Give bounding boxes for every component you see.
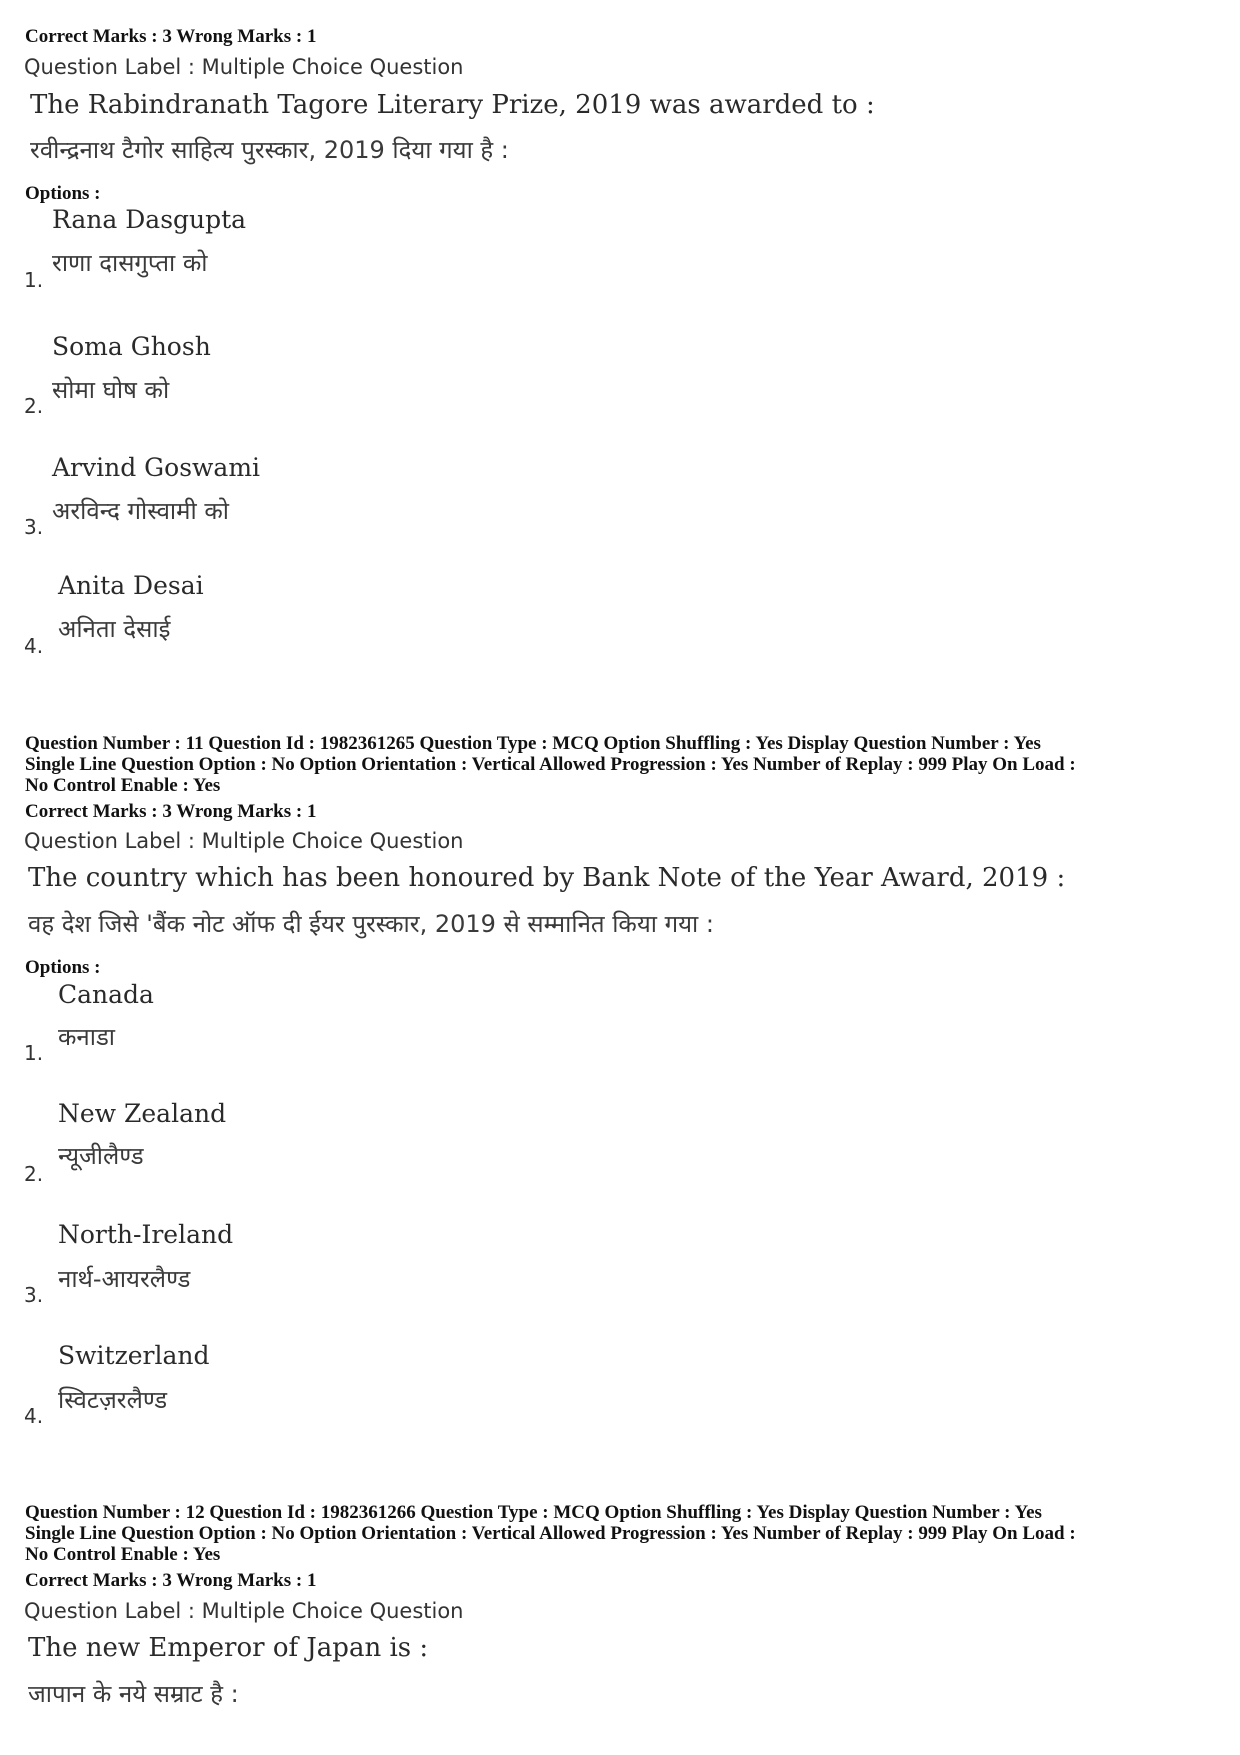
q10-option-1-hi[interactable]: राणा दासगुप्ता को: [52, 249, 208, 277]
q10-option-2-hi[interactable]: सोमा घोष को: [52, 376, 170, 404]
q11-meta-line-1: Question Number : 11 Question Id : 1982361265 Question Type : MCQ Option Shuffling : Yes Display Question Number : Yes: [25, 733, 1041, 754]
q11-option-2-number: 2.: [24, 1162, 44, 1186]
q11-meta-line-3: No Control Enable : Yes: [25, 775, 221, 796]
q11-question-en: The country which has been honoured by Bank Note of the Year Award, 2019 :: [28, 863, 1066, 893]
q11-option-1-en[interactable]: Canada: [58, 980, 154, 1009]
q10-question-hi: रवीन्द्रनाथ टैगोर साहित्य पुरस्कार, 2019 दिया गया है :: [30, 136, 509, 164]
q11-option-3-en[interactable]: North-Ireland: [58, 1220, 234, 1249]
q12-label: Question Label : Multiple Choice Question: [24, 1599, 464, 1623]
q11-question-hi: वह देश जिसे 'बैंक नोट ऑफ दी ईयर पुरस्कार, 2019 से सम्मानित किया गया :: [28, 910, 714, 938]
q11-marks: Correct Marks : 3 Wrong Marks : 1: [25, 801, 317, 822]
q11-option-3-number: 3.: [24, 1283, 44, 1307]
q11-option-2-hi[interactable]: न्यूजीलैण्ड: [58, 1142, 144, 1170]
q11-option-1-hi[interactable]: कनाडा: [58, 1023, 116, 1051]
q10-marks: Correct Marks : 3 Wrong Marks : 1: [25, 26, 317, 47]
q12-meta-line-2: Single Line Question Option : No Option Orientation : Vertical Allowed Progression : Yes Number of Replay : 999 Play On Load :: [25, 1523, 1076, 1544]
q10-option-4-number: 4.: [24, 634, 44, 658]
q12-meta-line-3: No Control Enable : Yes: [25, 1544, 221, 1565]
q11-option-1-number: 1.: [24, 1041, 44, 1065]
q10-option-4-hi[interactable]: अनिता देसाई: [58, 615, 171, 643]
q10-option-3-number: 3.: [24, 515, 44, 539]
q12-question-en: The new Emperor of Japan is :: [28, 1633, 429, 1663]
q12-meta-line-1: Question Number : 12 Question Id : 1982361266 Question Type : MCQ Option Shuffling : Yes Display Question Number : Yes: [25, 1502, 1042, 1523]
q11-options-heading: Options :: [25, 957, 101, 978]
q11-option-2-en[interactable]: New Zealand: [58, 1099, 227, 1128]
q11-option-4-en[interactable]: Switzerland: [58, 1341, 210, 1370]
q11-meta-line-2: Single Line Question Option : No Option Orientation : Vertical Allowed Progression : Yes Number of Replay : 999 Play On Load :: [25, 754, 1076, 775]
q10-options-heading: Options :: [25, 183, 101, 204]
q10-option-2-en[interactable]: Soma Ghosh: [52, 332, 211, 361]
q10-option-3-hi[interactable]: अरविन्द गोस्वामी को: [52, 497, 229, 525]
q10-option-2-number: 2.: [24, 394, 44, 418]
q10-option-1-number: 1.: [24, 268, 44, 292]
q11-option-4-hi[interactable]: स्विटज़रलैण्ड: [58, 1386, 168, 1414]
q10-question-en: The Rabindranath Tagore Literary Prize, 2019 was awarded to :: [30, 90, 875, 120]
q10-option-4-en[interactable]: Anita Desai: [58, 571, 204, 600]
q11-option-4-number: 4.: [24, 1404, 44, 1428]
q11-option-3-hi[interactable]: नार्थ-आयरलैण्ड: [58, 1265, 191, 1293]
q10-option-3-en[interactable]: Arvind Goswami: [52, 453, 261, 482]
q10-label: Question Label : Multiple Choice Question: [24, 55, 464, 79]
q12-question-hi: जापान के नये सम्राट है :: [28, 1680, 239, 1708]
q12-marks: Correct Marks : 3 Wrong Marks : 1: [25, 1570, 317, 1591]
q11-label: Question Label : Multiple Choice Question: [24, 829, 464, 853]
q10-option-1-en[interactable]: Rana Dasgupta: [52, 205, 247, 234]
